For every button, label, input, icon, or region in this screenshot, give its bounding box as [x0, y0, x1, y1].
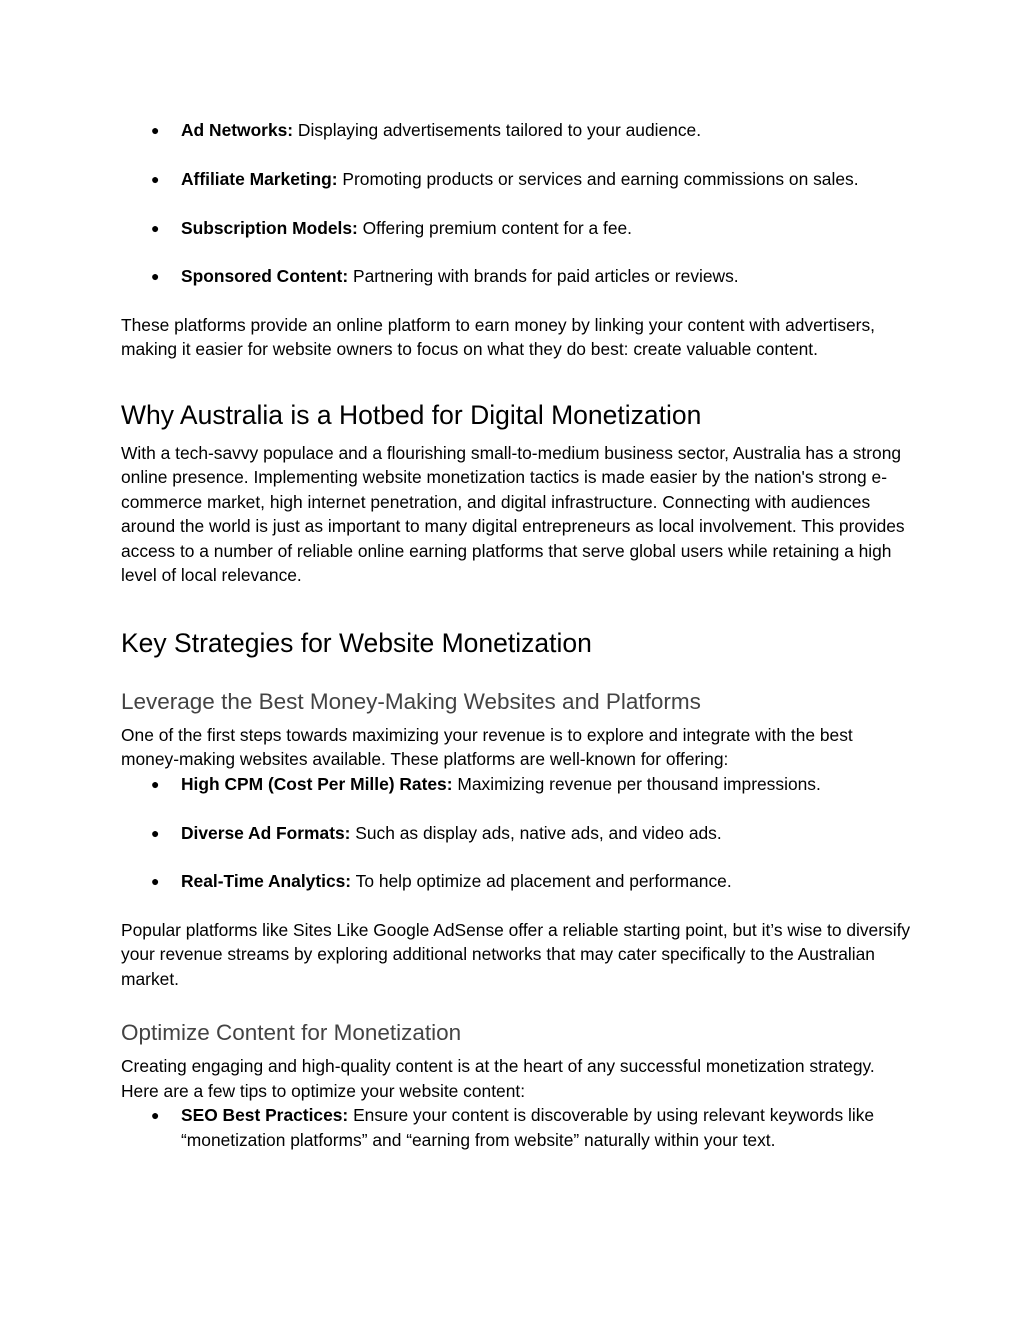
bullet-icon: ● [151, 219, 160, 236]
list-item-term: Diverse Ad Formats: [181, 822, 351, 843]
platform-features-list [121, 772, 911, 894]
list-item-term: Affiliate Marketing: [181, 168, 338, 189]
list-item-term: Real-Time Analytics: [181, 871, 352, 892]
revenue-methods-list [121, 118, 911, 289]
bullet-icon: ● [151, 122, 160, 138]
list-item-term: Subscription Models: [181, 217, 358, 238]
list-item-desc: Partnering with brands for paid articles or reviews. [348, 266, 739, 287]
leverage-paragraph: One of the first steps towards maximizing your revenue is to explore and integrate with the best money-making websites available. These platforms are well-known for offering: [121, 724, 853, 770]
australia-paragraph: With a tech-savvy populace and a flourishing small-to-medium business sector, Australia has a strong online presence. Implementing website monetization tactics is made easier by the nation's strong e-commerce market, high internet penetration, and digital infrastructure. Connecting with audiences around the world is just as important to many digital entrepreneurs as local involvement. This provides access to a number of reliable online earning platforms that serve global users while retaining a high level of local relevance. [121, 442, 905, 586]
heading-strategies: Key Strategies for Website Monetization [121, 627, 592, 658]
bullet-icon: ● [151, 1107, 160, 1124]
optimize-paragraph: Creating engaging and high-quality content is at the heart of any successful monetization strategy. Here are a few tips to optimize your website content: [121, 1056, 875, 1101]
bullet-icon: ● [151, 775, 160, 792]
document-page [121, 118, 911, 1152]
bullet-icon: ● [151, 873, 160, 890]
list-item-desc: Ensure your content is discoverable by using relevant keywords like “monetization platforms” and “earning from website” naturally within your text. [181, 1105, 875, 1150]
list-item-term: SEO Best Practices: [181, 1105, 349, 1126]
list-item [121, 1103, 911, 1152]
subheading-optimize: Optimize Content for Monetization [121, 1020, 462, 1046]
list-item [121, 264, 911, 289]
list-item-desc: Such as display ads, native ads, and video ads. [350, 822, 722, 843]
bullet-icon: ● [151, 824, 160, 841]
list-item-term: Sponsored Content: [181, 266, 349, 287]
list-item-term: High CPM (Cost Per Mille) Rates: [181, 773, 453, 794]
list-item-desc: To help optimize ad placement and performance. [351, 871, 732, 892]
subheading-leverage: Leverage the Best Money-Making Websites and Platforms [121, 688, 701, 714]
bullet-icon: ● [151, 170, 160, 187]
list-item [121, 772, 911, 797]
platforms-paragraph: These platforms provide an online platform to earn money by linking your content with advertisers, making it easier for website owners to focus on what they do best: create valuable content. [121, 314, 875, 360]
list-item-term: Ad Networks: [181, 120, 294, 140]
list-item-desc: Displaying advertisements tailored to your audience. [293, 120, 702, 140]
list-item [121, 821, 911, 846]
optimization-tips-list [121, 1103, 911, 1152]
list-item-desc: Offering premium content for a fee. [357, 217, 633, 238]
list-item-desc: Maximizing revenue per thousand impressions. [452, 773, 821, 794]
bullet-icon: ● [151, 268, 160, 285]
list-item [121, 216, 911, 241]
heading-australia: Why Australia is a Hotbed for Digital Monetization [121, 399, 702, 430]
list-item [121, 869, 911, 894]
list-item-desc: Promoting products or services and earning commissions on sales. [337, 168, 859, 189]
list-item [121, 167, 911, 192]
popular-platforms-paragraph: Popular platforms like Sites Like Google AdSense offer a reliable starting point, but it’s wise to diversify your revenue streams by exploring additional networks that may cater specifically to the Australian market. [121, 919, 911, 989]
list-item [121, 118, 911, 143]
